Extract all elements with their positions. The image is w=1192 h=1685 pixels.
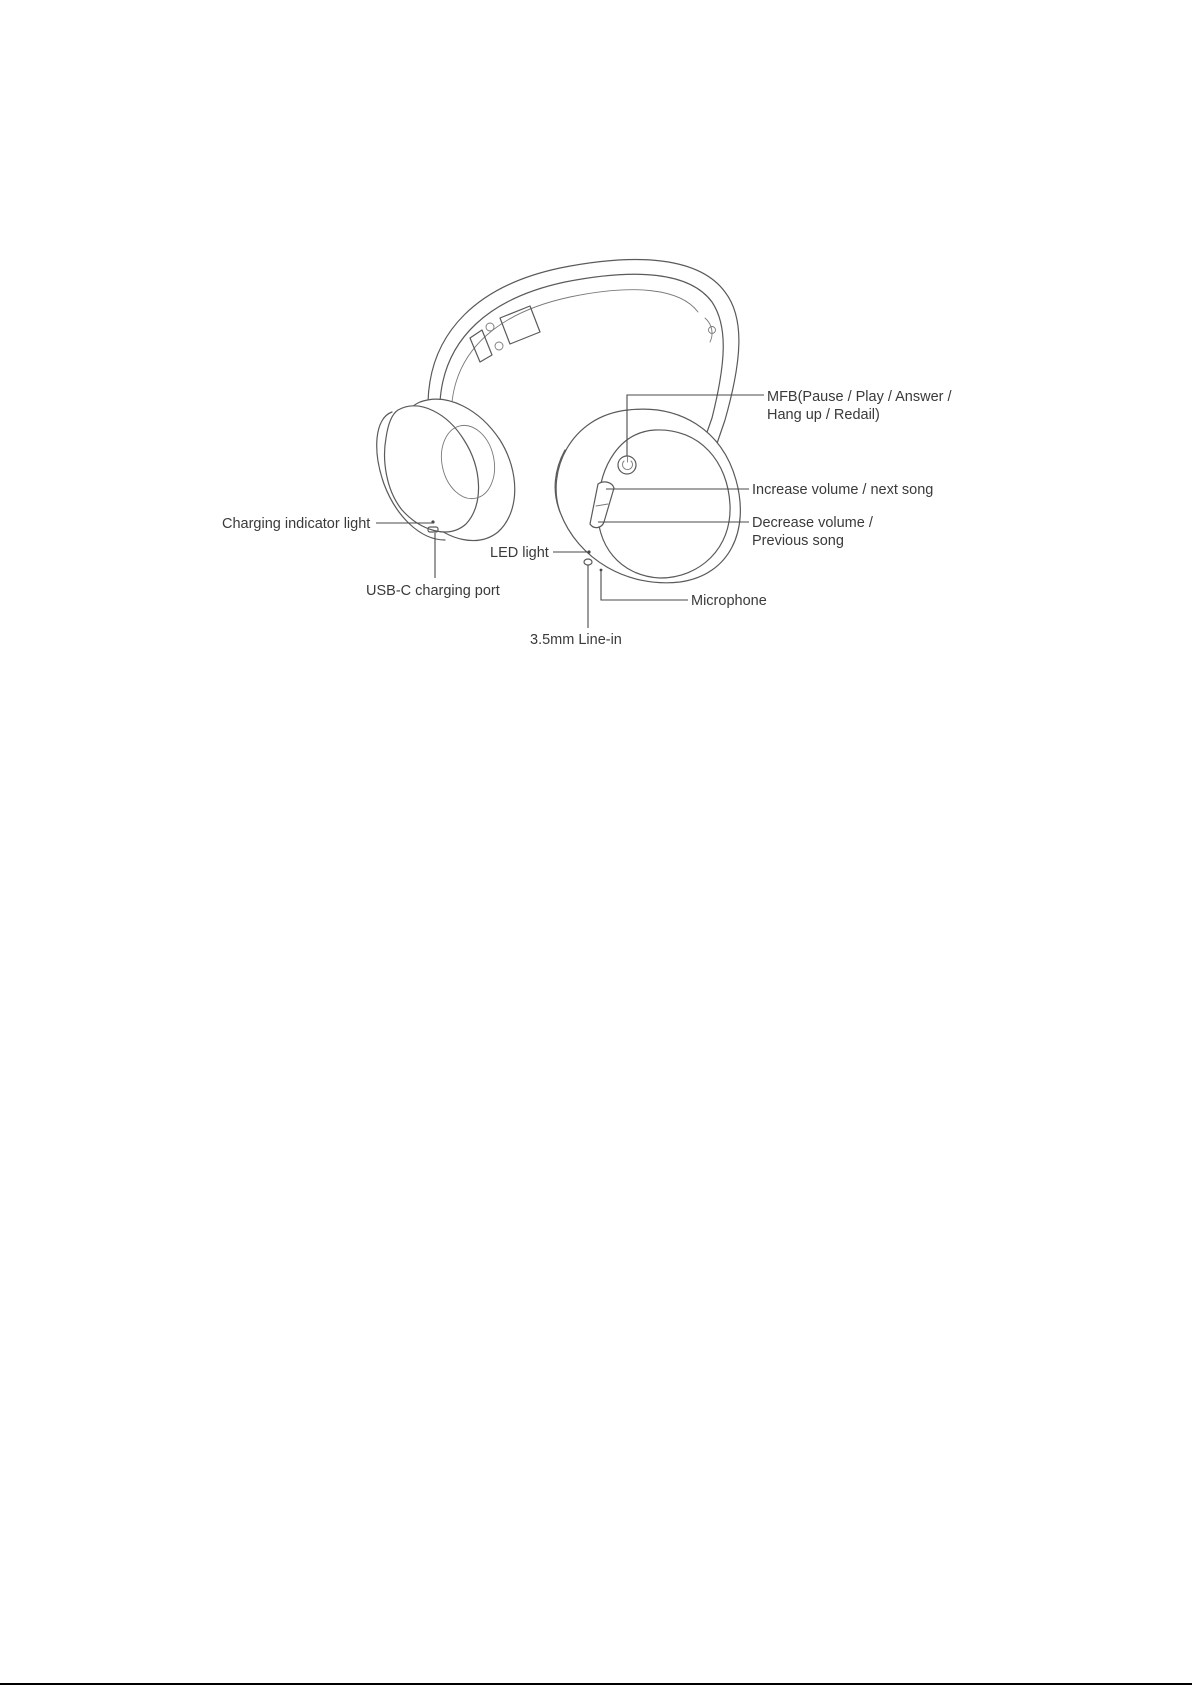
label-usb-c-port: USB-C charging port xyxy=(366,583,500,599)
right-ear-cup xyxy=(555,409,740,583)
label-charging-indicator: Charging indicator light xyxy=(222,516,371,532)
headphones-illustration xyxy=(377,260,741,583)
label-mfb-line1: MFB(Pause / Play / Answer / xyxy=(767,389,952,405)
label-volume-down-line2: Previous song xyxy=(752,533,844,549)
label-volume-up: Increase volume / next song xyxy=(752,482,934,498)
left-ear-cup xyxy=(377,399,515,540)
label-line-in: 3.5mm Line-in xyxy=(530,632,622,648)
label-volume-down-line1: Decrease volume / xyxy=(752,515,873,531)
label-led-light: LED light xyxy=(490,545,549,561)
label-mfb-line2: Hang up / Redail) xyxy=(767,407,880,423)
label-microphone: Microphone xyxy=(691,593,767,609)
